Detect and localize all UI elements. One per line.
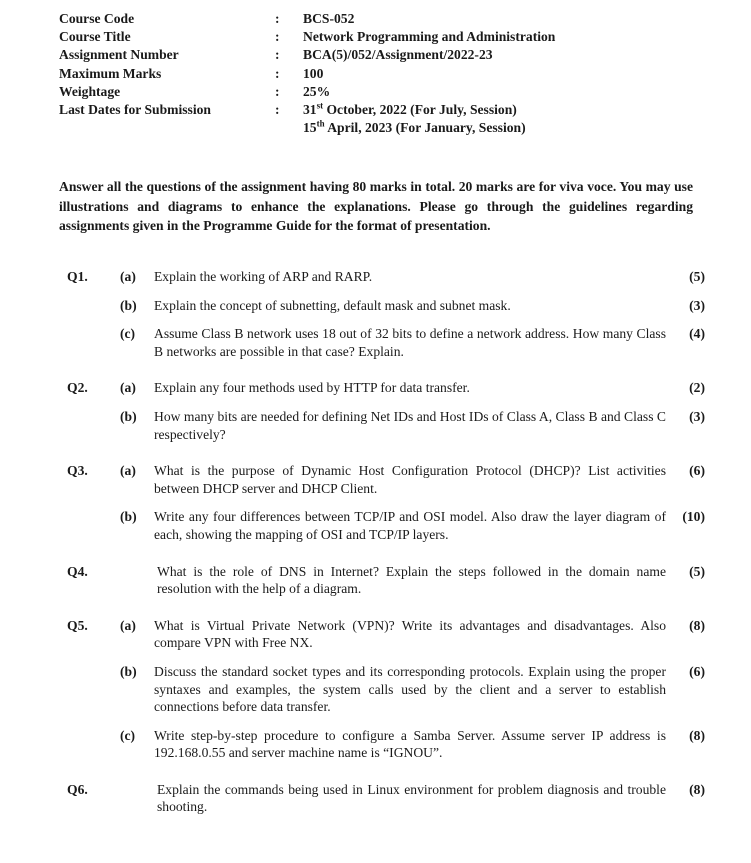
question-part-label: (b) bbox=[120, 663, 137, 679]
question-part-gap bbox=[0, 652, 751, 663]
question-text: Explain the commands being used in Linux environment for problem diagnosis and trouble shooting. bbox=[157, 781, 666, 815]
question-part-label: (a) bbox=[120, 380, 136, 396]
question-row bbox=[0, 268, 751, 286]
question-row bbox=[0, 379, 751, 397]
question-text: Discuss the standard socket types and its corresponding protocols. Explain using the proper syntaxes and examples, the system calls used by the client and a server to establish connections before data transfer. bbox=[154, 663, 666, 715]
question-text: What is the role of DNS in Internet? Explain the steps followed in the domain name resolution with the help of a diagram. bbox=[157, 563, 666, 597]
question-text: Assume Class B network uses 18 out of 32 bits to define a network address. How many Class B networks are possible in that case? Explain. bbox=[154, 326, 666, 359]
question-row bbox=[0, 617, 751, 652]
question-text: Explain any four methods used by HTTP for data transfer. bbox=[154, 380, 470, 396]
question-marks: (8) bbox=[689, 617, 705, 633]
question-part-label: (a) bbox=[120, 463, 136, 479]
question-text: Write any four differences between TCP/IP and OSI model. Also draw the layer diagram of each, showing the mapping of OSI and TCP/IP layers. bbox=[154, 509, 666, 542]
last-date-july-ordinal: st bbox=[316, 100, 324, 111]
question-text: Explain the working of ARP and RARP. bbox=[154, 269, 373, 284]
course-meta-body bbox=[59, 10, 699, 137]
question-row bbox=[0, 563, 751, 598]
question-row bbox=[0, 727, 751, 762]
question-number: Q3. bbox=[67, 463, 88, 479]
meta-row-maximum-marks bbox=[59, 65, 699, 83]
question-marks: (10) bbox=[682, 509, 705, 525]
meta-colon-course-title: : bbox=[275, 29, 280, 45]
meta-value-weightage: 25% bbox=[303, 83, 331, 99]
question-part-label: (a) bbox=[120, 269, 136, 284]
question-part-label: (b) bbox=[120, 297, 137, 313]
question-text: Explain the concept of subnetting, default mask and subnet mask. bbox=[154, 297, 511, 313]
question-marks: (3) bbox=[689, 297, 705, 313]
question-marks: (3) bbox=[689, 408, 705, 424]
question-part-gap bbox=[0, 314, 751, 325]
question-marks: (8) bbox=[689, 727, 705, 743]
question-text: How many bits are needed for defining Net IDs and Host IDs of Class A, Class B and Class C respectively? bbox=[154, 408, 666, 442]
question-marks: (6) bbox=[689, 663, 705, 679]
question-part-label: (b) bbox=[120, 509, 137, 525]
question-number: Q6. bbox=[67, 781, 88, 797]
question-part-gap bbox=[0, 397, 751, 408]
last-date-january-session bbox=[303, 119, 699, 137]
question-number: Q4. bbox=[67, 563, 88, 579]
meta-row-weightage bbox=[59, 83, 699, 101]
question-part-label: (a) bbox=[120, 617, 136, 633]
meta-colon-last-dates: : bbox=[275, 102, 280, 118]
meta-value-assignment-number: BCA(5)/052/Assignment/2022-23 bbox=[303, 47, 493, 63]
meta-label-course-code: Course Code bbox=[59, 11, 135, 26]
question-number: Q2. bbox=[67, 380, 88, 396]
question-row bbox=[0, 508, 751, 543]
question-marks: (2) bbox=[689, 380, 705, 396]
question-text: Write step-by-step procedure to configure a Samba Server. Assume server IP address is 192.168.0.55 and server machine name is “IGNOU”. bbox=[154, 727, 666, 761]
question-row bbox=[0, 408, 751, 443]
question-number: Q1. bbox=[67, 269, 88, 284]
last-date-january-rest: April, 2023 (For January, Session) bbox=[324, 120, 526, 136]
last-date-january-day: 15 bbox=[303, 120, 317, 136]
question-text: What is the purpose of Dynamic Host Configuration Protocol (DHCP)? List activities between DHCP server and DHCP Client. bbox=[154, 463, 666, 496]
meta-value-last-dates bbox=[303, 101, 699, 137]
meta-label-maximum-marks: Maximum Marks bbox=[59, 65, 162, 81]
question-block-gap bbox=[0, 762, 751, 781]
meta-colon-maximum-marks: : bbox=[275, 65, 280, 81]
question-row bbox=[0, 325, 751, 360]
meta-colon-course-code: : bbox=[275, 11, 280, 26]
question-part-label: (c) bbox=[120, 326, 136, 342]
question-block-gap bbox=[0, 598, 751, 617]
question-number: Q5. bbox=[67, 617, 88, 633]
question-marks: (5) bbox=[689, 563, 705, 579]
questions-list bbox=[0, 268, 751, 816]
question-text: What is Virtual Private Network (VPN)? Write its advantages and disadvantages. Also compare VPN with Free NX. bbox=[154, 617, 666, 651]
meta-label-last-dates: Last Dates for Submission bbox=[59, 102, 211, 118]
meta-row-course-code bbox=[59, 10, 699, 28]
meta-label-assignment-number: Assignment Number bbox=[59, 47, 179, 63]
question-part-label: (c) bbox=[120, 727, 136, 743]
meta-value-maximum-marks: 100 bbox=[303, 65, 324, 81]
course-meta-table bbox=[59, 10, 699, 137]
question-part-gap bbox=[0, 497, 751, 508]
meta-colon-assignment-number: : bbox=[275, 47, 280, 63]
last-date-july-session bbox=[303, 101, 699, 119]
question-marks: (5) bbox=[689, 269, 705, 284]
meta-label-weightage: Weightage bbox=[59, 83, 121, 99]
question-row bbox=[0, 663, 751, 716]
meta-row-course-title bbox=[59, 28, 699, 46]
question-block-gap bbox=[0, 360, 751, 379]
assignment-instructions: Answer all the questions of the assignment having 80 marks in total. 20 marks are for viva voce. You may use illustrations and diagrams to enhance the explanations. Please go through the guidelines regarding assignments given in the Programme Guide for the format of presentation. bbox=[59, 179, 693, 234]
meta-label-course-title: Course Title bbox=[59, 29, 131, 45]
last-date-january-ordinal: th bbox=[316, 118, 325, 129]
meta-value-course-code: BCS-052 bbox=[303, 11, 355, 26]
question-marks: (4) bbox=[689, 326, 705, 342]
question-row bbox=[0, 462, 751, 497]
question-part-gap bbox=[0, 716, 751, 727]
question-row bbox=[0, 297, 751, 315]
question-marks: (8) bbox=[689, 781, 705, 797]
meta-row-last-dates bbox=[59, 101, 699, 137]
last-date-july-day: 31 bbox=[303, 102, 317, 118]
question-block-gap bbox=[0, 544, 751, 563]
question-marks: (6) bbox=[689, 463, 705, 479]
question-part-gap bbox=[0, 286, 751, 297]
meta-row-assignment-number bbox=[59, 46, 699, 64]
question-row bbox=[0, 781, 751, 816]
last-date-july-rest: October, 2022 (For July, Session) bbox=[323, 102, 517, 118]
question-part-label: (b) bbox=[120, 408, 137, 424]
meta-value-course-title: Network Programming and Administration bbox=[303, 29, 556, 45]
question-block-gap bbox=[0, 443, 751, 462]
meta-colon-weightage: : bbox=[275, 83, 280, 99]
